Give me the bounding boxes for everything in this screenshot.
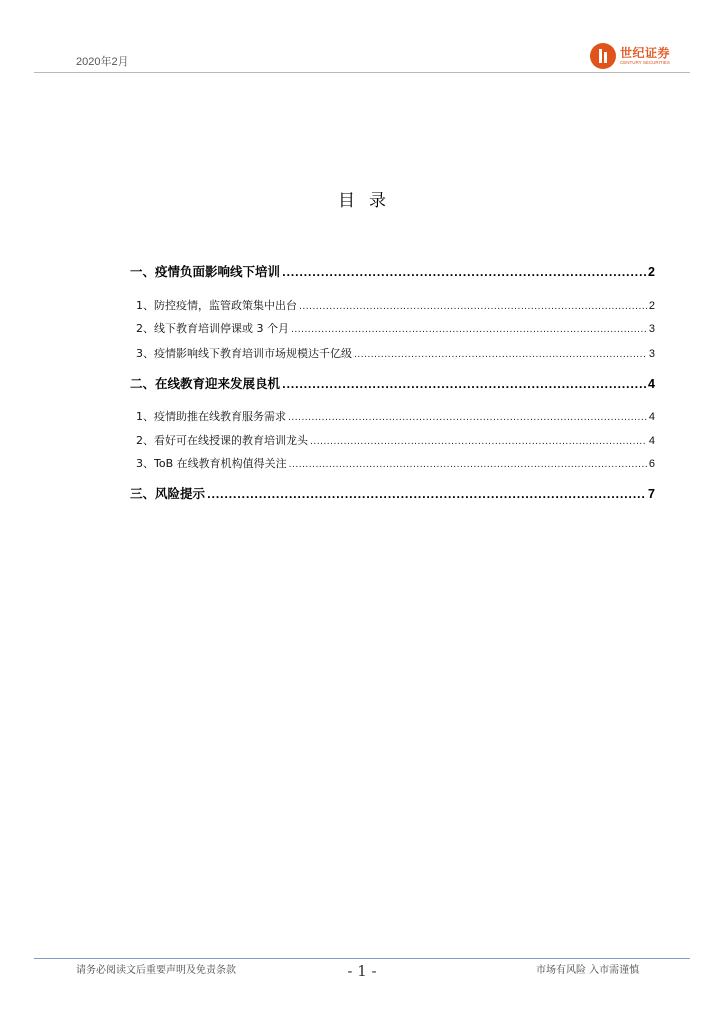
footer-risk-note: 市场有风险 入市需谨慎: [536, 965, 640, 976]
toc-entry[interactable]: [118, 297, 655, 313]
toc-entry-label: 1、疫情助推在线教育服务需求: [136, 410, 286, 423]
toc-leader-dots: [288, 413, 647, 423]
toc-entry-page: 4: [648, 435, 655, 447]
logo-name-cn: 世纪证券: [620, 45, 671, 60]
page-number: - 1 -: [347, 962, 377, 980]
header-divider: [34, 72, 690, 73]
toc-entry-page: 4: [648, 377, 655, 391]
toc-title: 目录: [338, 191, 400, 211]
toc-entry[interactable]: [118, 262, 655, 280]
toc-leader-dots: [289, 460, 647, 470]
toc-leader-dots: [299, 302, 647, 312]
toc-entry-page: 4: [648, 411, 655, 423]
toc-leader-dots: [310, 437, 647, 447]
toc-leader-dots: [291, 325, 647, 335]
toc-leader-dots: [282, 268, 646, 279]
toc-entry-label: 3、ToB 在线教育机构值得关注: [136, 457, 287, 470]
toc-entry[interactable]: [118, 484, 655, 502]
footer-disclaimer: 请务必阅读文后重要声明及免责条款: [76, 965, 236, 976]
toc-entry-label: 一、疫情负面影响线下培训: [130, 264, 281, 279]
toc-entry[interactable]: [118, 455, 655, 471]
toc-leader-dots: [354, 350, 647, 360]
logo-icon: [590, 43, 616, 69]
footer-divider: [34, 958, 690, 959]
toc-entry-label: 二、在线教育迎来发展良机: [130, 376, 281, 391]
toc-entry-page: 2: [648, 265, 655, 279]
toc-leader-dots: [207, 490, 646, 501]
toc-entry-label: 3、疫情影响线下教育培训市场规模达千亿级: [136, 347, 352, 360]
company-logo: [590, 42, 670, 70]
toc-entry[interactable]: [118, 374, 655, 392]
logo-name-en: CENTURY SECURITIES: [620, 59, 670, 65]
toc-entry[interactable]: [118, 320, 655, 336]
toc-entry-page: 6: [648, 458, 655, 470]
toc-entry[interactable]: [118, 345, 655, 361]
toc-entry-page: 2: [648, 300, 655, 312]
toc-entry-label: 三、风险提示: [130, 486, 206, 501]
toc-entry[interactable]: [118, 408, 655, 424]
toc-entry[interactable]: [118, 432, 655, 448]
toc-leader-dots: [282, 380, 646, 391]
toc-entry-label: 2、线下教育培训停课或 3 个月: [136, 322, 289, 335]
toc-entry-page: 7: [648, 487, 655, 501]
toc-entry-label: 1、防控疫情，监管政策集中出台: [136, 299, 297, 312]
toc-entry-page: 3: [648, 348, 655, 360]
report-date: 2020年2月: [76, 56, 129, 68]
toc-entry-label: 2、看好可在线授课的教育培训龙头: [136, 434, 308, 447]
toc-entry-page: 3: [648, 323, 655, 335]
